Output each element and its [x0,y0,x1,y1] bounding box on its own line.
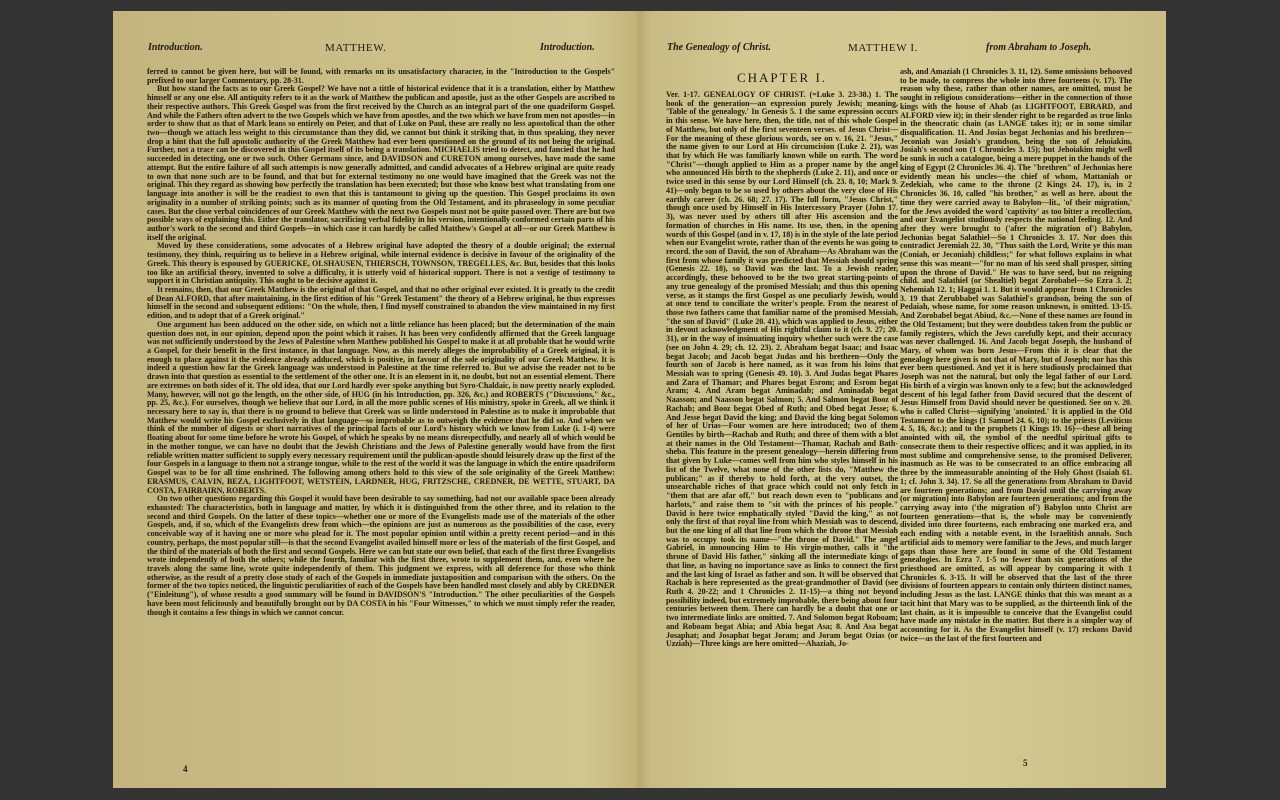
running-head-left: The Genealogy of Christ. [667,42,771,53]
paragraph: It remains, then, that our Greek Matthew is the original of that Gospel, and that no other original ever existed. It is greatly to the credit of Dean ALFORD, that after maintaining, in the first edition of his "Greek Testament" the theory of a Hebrew original, he thus expresses himself in the second and subsequent editions: "On the whole, then, I find myself constrained to abandon the view maintained in my first edition, and to adopt that of a Greek original." [147,284,615,321]
right-page-column-2 [900,68,1132,643]
paragraph: Moved by these considerations, some advocates of a Hebrew original have adopted the theory of a double original; the external testimony, they think, requiring us to believe in a Hebrew original, while internal evidence is decisive in favour of the originality of the Greek. This theory is espoused by GUERICKE, OLSHAUSEN, THIERSCH, TOWNSON, TREGELLES, &c. But, besides that this looks too like an artificial theory, invented to solve a difficulty, it is utterly void of historical support. There is not a vestige of testimony to support it in Christian antiquity. This ought to be decisive against it. [147,241,615,286]
paragraph: But how stand the facts as to our Greek Gospel? We have not a tittle of historical evidence that it is a translation, either by Matthew himself or any one else. All antiquity refers to it as the work of Matthew the publican and apostle, just as the other Gospels are ascribed to their respective authors. This Greek Gospel was from the first received by the Church as an integral part of the one quadriform Gospel. And while the Fathers often advert to the two Gospels which we have from apostles, and the two which we have from men not apostles—in order to show that as that of Mark leans so entirely on Peter, and that of Luke on Paul, these are really no less apostolical than the other two—though we attach less weight to this circumstance than they did, we cannot but think it striking that, in thus speaking, they never drop a hint that the full apostolic authority of the Greek Matthew had ever been questioned on the ground of its not being the original. Further, not a trace can be discovered in this Gospel itself of its being a translation. MICHAELIS tried to detect, and fancied that he had succeeded in detecting, one or two such. Other Germans since, and DAVIDSON and CURETON among ourselves, have made the same attempt. But the entire failure of all such attempts is now generally admitted, and candid advocates of a Hebrew original are quite ready to own that none such are to be found, and that but for external testimony no one would have imagined that the Greek was not the original. This they regard as showing how perfectly the translation has been executed; but those who know best what translating from one language into another is will be the readiest to own that this is tantamount to giving up the question. This Gospel proclaims its own originality in a number of striking points; such as its manner of quoting from the Old Testament, and its phraseology in some peculiar cases. But the close verbal coincidences of our Greek Matthew with the next two Gospels must not be quite passed over. There are but two possible ways of explaining this. Either the translator, sacrificing verbal fidelity in his version, intentionally conformed certain parts of his author's work to the second and third Gospels—in which case it can hardly be called Matthew's Gospel at all—or our Greek Matthew is itself the original. [147,84,615,242]
running-head-title: MATTHEW. [325,42,387,54]
running-head-left: Introduction. [148,42,203,53]
page-number: 5 [1023,758,1028,768]
paragraph: ferred to cannot be given here, but will be found, with remarks on its unsatisfactory character, in the "Introduction to the Gospels" prefixed to our larger Commentary, pp. 28-31. [147,67,615,85]
left-page-body [147,68,615,617]
running-head-right: from Abraham to Joseph. [986,42,1092,53]
page-number: 4 [183,764,188,774]
chapter-heading: CHAPTER I. [736,70,828,85]
paragraph: One argument has been adduced on the other side, on which not a little reliance has been placed; but the determination of the main question does not, in our opinion, depend upon the point which it raises. It has been very confidently affirmed that the Greek language was not sufficiently understood by the Jews of Palestine when Matthew published his Gospel to make it at all probable that he would write a Gospel, for their benefit in the first instance, in that language. Now, as this merely alleges the improbability of a Greek original, it is enough to place against it the evidence already adduced, which is positive, in favour of the sole originality of our Greek Matthew. It is indeed a question how far the Greek language was understood in Palestine at the time referred to. But we advise the reader not to be drawn into that question as essential to the settlement of the other one. It is an element in it, no doubt, but not an essential element. There are extremes on both sides of it. The old idea, that our Lord hardly ever spoke anything but Syro-Chaldaic, is now pretty nearly exploded. Many, however, will not go the length, on the other side, of HUG (in his Introduction, pp. 326, &c.) and ROBERTS ("Discussions," &c., pp. 25, &c.). For ourselves, though we believe that our Lord, in all the more public scenes of His ministry, spoke in Greek, all we think it necessary here to say is, that there is no ground to believe that Greek was so little understood in Palestine as to make it improbable that Matthew would write his Gospel exclusively in that language—so improbable as to outweigh the evidence that he did so. And when we think of the number of digests or short narratives of the principal facts of our Lord's history which we know from Luke (i. 1-4) were floating about for some time before he wrote his Gospel, of which he speaks by no means disrespectfully, and nearly all of which would be in the mother tongue, we can have no doubt that the Jewish Christians and the Jews of Palestine generally would have from the first reliable written matter sufficient to supply every necessary requirement until the publican-apostle should leisurely draw up the first of the four Gospels in a language to them not a strange tongue, while to the rest of the world it was the language in which the entire quadriform Gospel was to be for all time enshrined. The following among others hold to this view of the sole originality of the Greek Matthew: ERASMUS, CALVIN, BEZA, LIGHTFOOT, WETSTEIN, LARDNER, HUG, FRITZSCHE, CREDNER, DE WETTE, STUART, DA COSTA, FAIRBAIRN, ROBERTS. [147,319,615,495]
book-spread [113,11,1166,788]
right-page-column-1 [666,91,898,649]
running-head-title: MATTHEW I. [848,42,918,54]
right-page [640,11,1166,788]
paragraph: ash, and Amaziah (1 Chronicles 3. 11, 12). Some omissions behooved to be made, to compress the whole into three fourteens (v. 17). The reason why these, rather than other names, are omitted, must be sought in religious considerations—either in the connection of those kings with the house of Ahab (as LIGHTFOOT, EBRARD, and ALFORD view it); in their slender right to be regarded as true links in the theocratic chain (as LANGE takes it); or in some similar disqualification. 11. And Josias begat Jechonias and his brethren—Jeconiah was Josiah's grandson, being the son of Jehoiakim, Josiah's second son (1 Chronicles 3. 15); but Jehoiakim might well be sunk in such a catalogue, being a mere puppet in the hands of the king of Egypt (2 Chronicles 36. 4). The "brethren" of Jechonias here evidently mean his uncles—the chief of whom, Mattaniah or Zedekiah, who came to the throne (2 Kings 24. 17), is, in 2 Chronicles 36. 10, called "his brother," as well as here. about the time they were carried away to Babylon—lit., 'of their migration,' for the Jews avoided the word 'captivity' as too bitter a recollection, and our Evangelist studiously respects the national feeling. 12. And after they were brought to ('after the migration of') Babylon, Jechonias begat Salathiel—So 1 Chronicles 3. 17. Nor does this contradict Jeremiah 22. 30, "Thus saith the Lord, Write ye this man (Coniah, or Jeconiah) childless;" for what follows explains in what sense this was meant—"for no man of his seed shall prosper, sitting upon the throne of David." He was to have seed, but no reigning child. and Salathiel (or Shealtiel) begat Zorobabel—So Ezra 3. 2; Nehemiah 12. 1; Haggai 1. 1. But it would appear from 1 Chronicles 3. 19 that Zerubbabel was Salathiel's grandson, being the son of Pedaiah, whose name, for some reason unknown, is omitted. 13-15. And Zorobabel begat Abiud, &c.—None of these names are found in the Old Testament; but they were doubtless taken from the public or family registers, which the Jews carefully kept, and their accuracy was never challenged. 16. And Jacob begat Joseph, the husband of Mary, of whom was born Jesus—From this it is clear that the genealogy here given is not that of Mary, but of Joseph; nor has this ever been questioned. And yet it is here studiously proclaimed that Joseph was not the natural, but only the legal father of our Lord. His birth of a virgin was known only to a few; but the acknowledged descent of his legal father from David secured that the descent of Jesus Himself from David should never be questioned. See on v. 20. who is called Christ—signifying 'anointed.' It is applied in the Old Testament to the kings (1 Samuel 24. 6, 10); to the priests (Leviticus 4. 5, 16, &c.); and to the prophets (1 Kings 19. 16)—these all being anointed with oil, the symbol of the needful spiritual gifts to consecrate them to their respective offices; and it was applied, in its most sublime and comprehensive sense, to the promised Deliverer, inasmuch as He was to be consecrated to an office embracing all three by the immeasurable anointing of the Holy Ghost (Isaiah 61. 1; cf. John 3. 34). 17. So all the generations from Abraham to David are fourteen generations; and from David until the carrying away (or migration) into Babylon are fourteen generations; and from the carrying away into ('the migration of') Babylon unto Christ are fourteen generations—that is, the whole may be conveniently divided into three fourteens, each embracing one marked era, and each ending with a notable event, in the Israelitish annals. Such artificial aids to memory were familiar to the Jews, and much larger gaps than those here are found in some of the Old Testament genealogies. In Ezra 7. 1-5 no fewer than six generations of the priesthood are omitted, as will appear by comparing it with 1 Chronicles 6. 3-15. It will be observed that the last of the three divisions of fourteen appears to contain only thirteen distinct names, including Jesus as the last. LANGE thinks that this was meant as a tacit hint that Mary was to be supplied, as the thirteenth link of the last chain, as it is impossible to conceive that the Evangelist could have made any mistake in the matter. But there is a simpler way of accounting for it. As the Evangelist himself (v. 17) reckons David twice—as the last of the first fourteen and [900,67,1132,643]
paragraph: Ver. 1-17. GENEALOGY OF CHRIST. (=Luke 3. 23-38.) 1. The book of the generation—an expression purely Jewish; meaning, 'Table of the genealogy.' In Genesis 5. 1 the same expression occurs in this sense. We have here, then, the title, not of this whole Gospel of Matthew, but only of the first seventeen verses. of Jesus Christ—For the meaning of these glorious words, see on v. 16, 21. "Jesus," the name given to our Lord at His circumcision (Luke 2. 21), was that by which He was familiarly known while on earth. The word "Christ"—though applied to Him as a proper name by the angel who announced His birth to the shepherds (Luke 2. 11), and once or twice used in this sense by our Lord Himself (ch. 23. 8, 10; Mark 9. 41)—only began to be so used by others about the very close of His earthly career (ch. 26. 68; 27. 17). The full form, "Jesus Christ," though once used by Himself in His Intercessory Prayer (John 17. 3), was never used by others till after His ascension and the formation of churches in His name. Its use, then, in the opening words of this Gospel (and in v. 17, 18) is in the style of the late period when our Evangelist wrote, rather than of the events he was going to record. the son of David, the son of Abraham—As Abraham was the first from whose family it was predicted that Messiah should spring (Genesis 22. 18), so David was the last. To a Jewish reader, accordingly, these behooved to be the two great starting-points of any true genealogy of the promised Messiah; and thus this opening verse, as it stamps the first Gospel as one peculiarly Jewish, would at once tend to conciliate the writer's people. From the nearest of those two fathers came that familiar name of the promised Messiah, "the son of David" (Luke 20. 41), which was applied to Jesus, either in devout acknowledgment of His rightful claim to it (ch. 9. 27; 20. 31), or in the way of insinuating inquiry whether such were the case (see on John 4. 29; ch. 12. 23). 2. Abraham begat Isaac; and Isaac begat Jacob; and Jacob begat Judas and his brethren—Only the fourth son of Jacob is here named, as it was from his loins that Messiah was to spring (Genesis 49. 10). 3. And Judas begat Phares and Zara of Thamar; and Phares begat Esrom; and Esrom begat Aram; 4. And Aram begat Aminadab; and Aminadab begat Naasson; and Naasson begat Salmon; 5. And Salmon begat Booz of Rachab; and Booz begat Obed of Ruth; and Obed begat Jesse; 6. And Jesse begat David the king; and David the king begat Solomon of her of Urias—Four women are here introduced; two of them Gentiles by birth—Rachab and Ruth; and three of them with a blot at their names in the Old Testament—Thamar, Rachab and Bath-sheba. This feature in the present genealogy—herein differing from that given by Luke—comes well from him who styles himself in his list of the Twelve, what none of the other lists do, "Matthew the publican;" as if thereby to hold forth, at the very outset, the unsearchable riches of that grace which could not only fetch in "them that are afar off," but reach down even to "publicans and harlots," and raise them to "sit with the princes of his people." David is here twice emphatically styled "David the king," as not only the first of that royal line from which Messiah was to descend, but the one king of all that line from which the throne that Messiah was to occupy took its name—"the throne of David." The angel Gabriel, in announcing Him to His virgin-mother, calls it "the throne of David His father," sinking all the intermediate kings of that line, as having no importance save as links to connect the first and the last king of Israel as father and son. It will be observed that Rachab is here represented as the great-grandmother of David (see Ruth 4. 20-22; and 1 Chronicles 2. 11-15)—a thing not beyond possibility indeed, but extremely improbable, there being about four centuries between them. There can hardly be a doubt that one or two intermediate links are omitted. 7. And Solomon begat Roboam; and Roboam begat Abia; and Abia begat Asa; 8. And Asa begat Josaphat; and Josaphat begat Joram; and Joram begat Ozias (or Uzziah)—Three kings are here omitted—Ahaziah, Jo- [666,90,898,649]
running-head-right: Introduction. [540,42,595,53]
paragraph: On two other questions regarding this Gospel it would have been desirable to say something, had not our available space been already exhausted: The characteristics, both in language and matter, by which it is distinguished from the other three, and its relation to the second and third Gospels. On the latter of these topics—whether one or more of the Evangelists made use of the materials of the other Gospels, and, if so, which of the Evangelists drew from which—the opinions are just as numerous as the possibilities of the case, every conceivable way of it having one or more who plead for it. The most popular opinion until within a pretty recent period—and in this country, perhaps, the most popular still—is that the second Evangelist availed himself more or less of the materials of the first Gospel, and the third of the materials of both the first and second Gospels. Here we can but state our own belief, that each of the first three Evangelists wrote independently of both the others; while the fourth, familiar with the first three, wrote to supplement them, and, even where he travels along the same line, wrote quite independently of them. This judgment we express, with all deference for those who think otherwise, as the result of a pretty close study of each of the Gospels in immediate juxtaposition and comparison with the others. On the former of the two topics noticed, the linguistic peculiarities of each of the Gospels have been handled most closely and ably by CREDNER ("Einleitung"), of whose results a good summary will be found in DAVIDSON'S "Introduction." The other peculiarities of the Gospels have been most felicitously and beautifully brought out by DA COSTA in his "Four Witnesses," to which we must simply refer the reader, though it contains a few things in which we cannot concur. [147,494,615,617]
left-page [113,11,639,788]
